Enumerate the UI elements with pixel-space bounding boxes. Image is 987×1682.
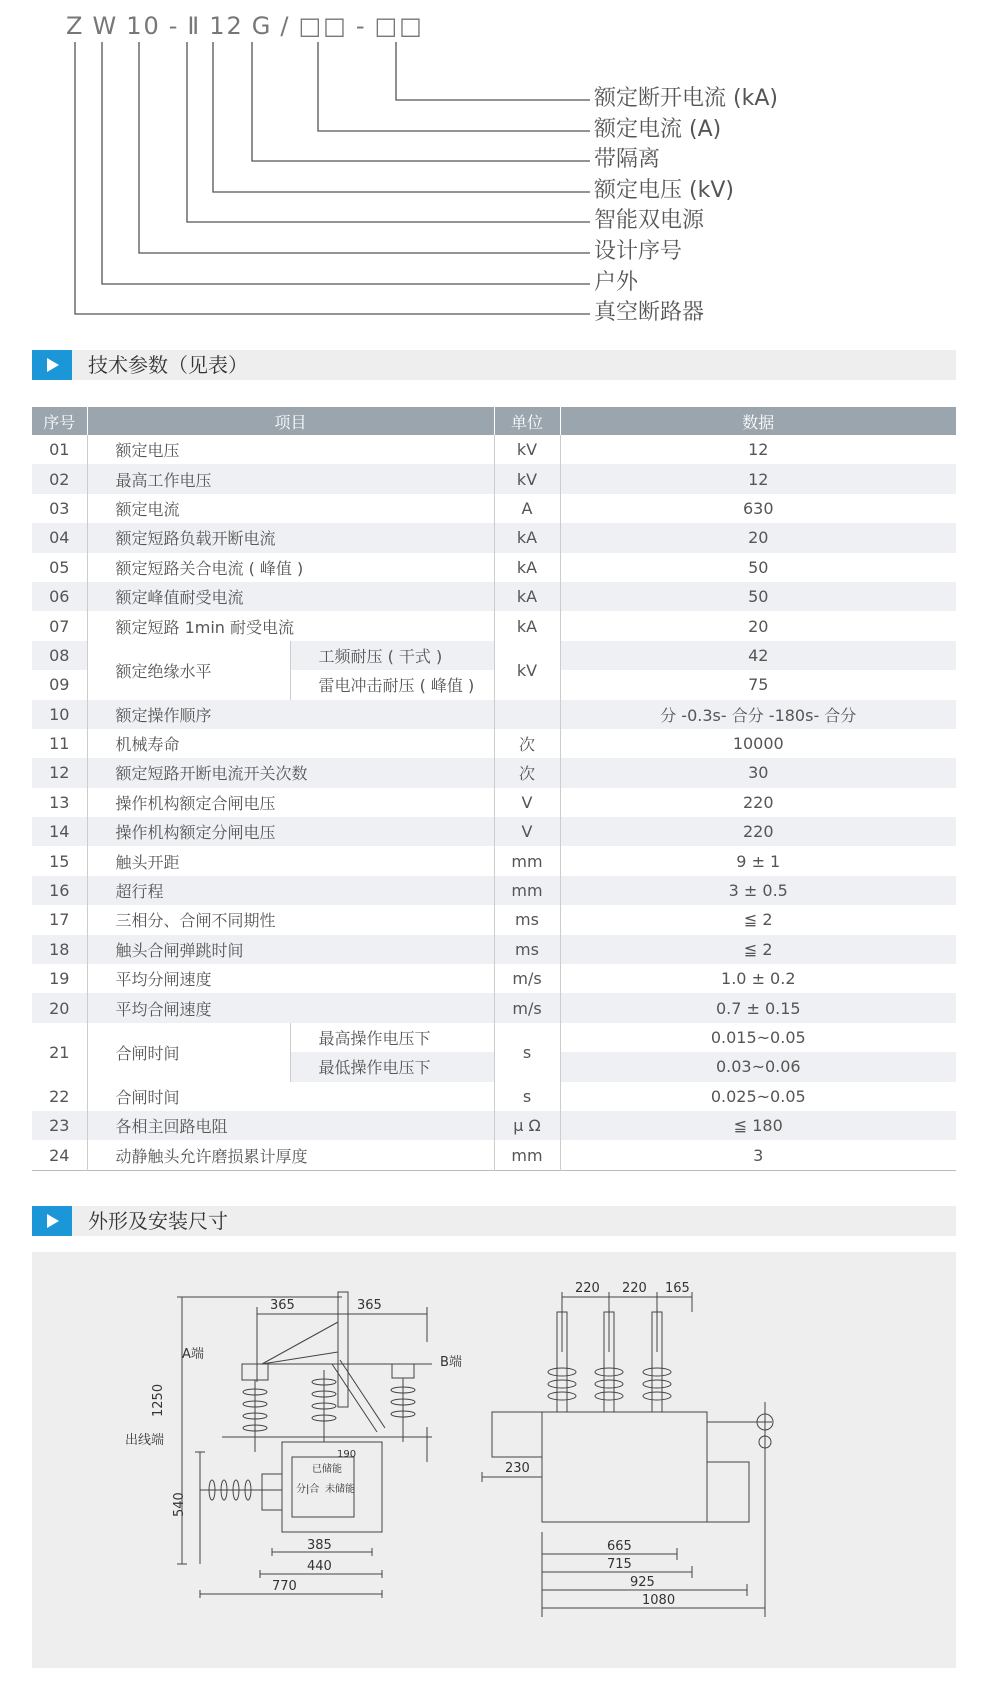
cell-unit: s — [494, 1023, 560, 1082]
cell-value: ≦ 2 — [560, 905, 956, 934]
cell-item: 动静触头允许磨损累计厚度 — [87, 1140, 494, 1170]
cell-no: 20 — [32, 993, 87, 1022]
table-row — [32, 758, 956, 787]
cell-value: 50 — [560, 553, 956, 582]
table-row — [32, 964, 956, 993]
cell-unit: V — [494, 817, 560, 846]
legend-outdoor: 户外 — [594, 270, 639, 295]
cell-item: 机械寿命 — [87, 729, 494, 758]
cell-no: 09 — [32, 670, 87, 699]
cell-unit — [494, 700, 560, 729]
legend-design-serial: 设计序号 — [594, 239, 683, 264]
dim-665: 665 — [607, 1539, 632, 1554]
label-b-terminal: B端 — [440, 1355, 462, 1370]
cell-no: 17 — [32, 905, 87, 934]
table-row — [32, 435, 956, 464]
cell-value: 30 — [560, 758, 956, 787]
table-row — [32, 1023, 956, 1052]
model-char: - — [168, 12, 180, 40]
model-char: G — [251, 12, 273, 40]
dim-540: 540 — [172, 1492, 187, 1517]
cell-item: 平均合闸速度 — [87, 993, 494, 1022]
dim-715: 715 — [607, 1557, 632, 1572]
header-no: 序号 — [32, 407, 87, 435]
cell-item: 触头合闸弹跳时间 — [87, 935, 494, 964]
cell-item: 额定短路开断电流开关次数 — [87, 758, 494, 787]
cell-no: 10 — [32, 700, 87, 729]
table-row — [32, 1082, 956, 1111]
cell-no: 11 — [32, 729, 87, 758]
cell-unit: mm — [494, 1140, 560, 1170]
cell-value: 0.015~0.05 — [560, 1023, 956, 1052]
cell-no: 22 — [32, 1082, 87, 1111]
cell-item: 超行程 — [87, 876, 494, 905]
cell-unit: μ Ω — [494, 1111, 560, 1140]
cell-item: 合闸时间 — [87, 1023, 290, 1082]
dim-230: 230 — [505, 1461, 530, 1476]
table-row — [32, 523, 956, 552]
cell-unit: kV — [494, 435, 560, 464]
model-char: Ⅱ — [187, 12, 202, 40]
cell-unit: mm — [494, 846, 560, 875]
cell-item: 最高工作电压 — [87, 464, 494, 493]
cell-value: ≦ 180 — [560, 1111, 956, 1140]
cell-value: 3 ± 0.5 — [560, 876, 956, 905]
legend-dual-power: 智能双电源 — [594, 208, 705, 233]
cell-unit: 次 — [494, 729, 560, 758]
cell-unit: A — [494, 494, 560, 523]
cell-value: 9 ± 1 — [560, 846, 956, 875]
cell-no: 23 — [32, 1111, 87, 1140]
dim-365-left: 365 — [270, 1298, 295, 1313]
dim-440: 440 — [307, 1559, 332, 1574]
cell-no: 21 — [32, 1023, 87, 1082]
cell-unit: s — [494, 1082, 560, 1111]
dim-385: 385 — [307, 1538, 332, 1553]
table-row — [32, 729, 956, 758]
cell-no: 07 — [32, 611, 87, 640]
cell-no: 18 — [32, 935, 87, 964]
spec-table — [32, 407, 956, 1171]
legend-vacuum-breaker: 真空断路器 — [594, 300, 705, 325]
cell-unit: 次 — [494, 758, 560, 787]
cell-item: 三相分、合闸不同期性 — [87, 905, 494, 934]
cell-item: 额定短路负载开断电流 — [87, 523, 494, 552]
legend-isolation: 带隔离 — [594, 147, 661, 172]
cell-no: 02 — [32, 464, 87, 493]
cell-value: 220 — [560, 788, 956, 817]
cell-value: 0.025~0.05 — [560, 1082, 956, 1111]
model-char: W — [92, 12, 119, 40]
label-not-stored: 未储能 — [325, 1484, 355, 1495]
model-char: 10 — [126, 12, 161, 40]
cell-no: 12 — [32, 758, 87, 787]
cell-value: 75 — [560, 670, 956, 699]
cell-unit: kA — [494, 582, 560, 611]
header-item: 项目 — [87, 407, 494, 435]
dimension-drawing-panel — [32, 1252, 956, 1668]
table-row — [32, 464, 956, 493]
cell-value: 630 — [560, 494, 956, 523]
label-stored: 已储能 — [312, 1464, 342, 1475]
cell-no: 14 — [32, 817, 87, 846]
dim-925: 925 — [630, 1575, 655, 1590]
cell-unit: kV — [494, 464, 560, 493]
cell-item: 额定峰值耐受电流 — [87, 582, 494, 611]
cell-value: ≦ 2 — [560, 935, 956, 964]
cell-value: 50 — [560, 582, 956, 611]
cell-no: 01 — [32, 435, 87, 464]
cell-item: 触头开距 — [87, 846, 494, 875]
cell-item: 平均分闸速度 — [87, 964, 494, 993]
cell-item: 合闸时间 — [87, 1082, 494, 1111]
table-row — [32, 1140, 956, 1170]
label-outlet-terminal: 出线端 — [125, 1433, 165, 1448]
play-arrow-icon — [32, 350, 72, 380]
section-title: 外形及安装尺寸 — [88, 1209, 228, 1233]
dim-1250: 1250 — [151, 1383, 166, 1417]
cell-no: 08 — [32, 641, 87, 670]
legend-rated-breaking-current: 额定断开电流 (kA) — [594, 86, 778, 111]
cell-value: 12 — [560, 464, 956, 493]
cell-value: 1.0 ± 0.2 — [560, 964, 956, 993]
dimension-drawings — [32, 1252, 956, 1668]
model-char: - — [355, 12, 367, 40]
cell-unit: mm — [494, 876, 560, 905]
cell-no: 04 — [32, 523, 87, 552]
cell-item: 额定电流 — [87, 494, 494, 523]
dim-165: 165 — [665, 1281, 690, 1296]
table-row — [32, 993, 956, 1022]
label-open-close: 分|合 — [296, 1484, 320, 1495]
cell-value: 20 — [560, 523, 956, 552]
cell-subitem: 最高操作电压下 — [290, 1023, 494, 1052]
cell-value: 0.03~0.06 — [560, 1052, 956, 1081]
cell-value: 10000 — [560, 729, 956, 758]
table-row — [32, 876, 956, 905]
cell-item: 操作机构额定分闸电压 — [87, 817, 494, 846]
table-row — [32, 700, 956, 729]
cell-value: 220 — [560, 817, 956, 846]
cell-no: 16 — [32, 876, 87, 905]
dim-365-right: 365 — [357, 1298, 382, 1313]
dim-770: 770 — [272, 1579, 297, 1594]
cell-item: 操作机构额定合闸电压 — [87, 788, 494, 817]
table-row — [32, 611, 956, 640]
cell-no: 03 — [32, 494, 87, 523]
cell-value: 20 — [560, 611, 956, 640]
cell-unit: m/s — [494, 964, 560, 993]
table-row — [32, 641, 956, 670]
header-value: 数据 — [560, 407, 956, 435]
model-char: Z — [66, 12, 85, 40]
section-header-dimensions — [32, 1206, 956, 1236]
play-arrow-icon — [32, 1206, 72, 1236]
label-a-terminal: A端 — [182, 1347, 204, 1362]
cell-unit: kA — [494, 611, 560, 640]
cell-value: 分 -0.3s- 合分 -180s- 合分 — [560, 700, 956, 729]
model-char: □□ — [298, 12, 348, 40]
cell-value: 0.7 ± 0.15 — [560, 993, 956, 1022]
cell-item: 额定操作顺序 — [87, 700, 494, 729]
cell-no: 15 — [32, 846, 87, 875]
table-row — [32, 817, 956, 846]
dim-220-a: 220 — [575, 1281, 600, 1296]
cell-value: 3 — [560, 1140, 956, 1170]
legend-rated-voltage: 额定电压 (kV) — [594, 178, 734, 203]
table-row — [32, 582, 956, 611]
cell-unit: ms — [494, 905, 560, 934]
dim-1080: 1080 — [642, 1593, 676, 1608]
table-row — [32, 935, 956, 964]
cell-item: 额定电压 — [87, 435, 494, 464]
dim-190: 190 — [337, 1449, 357, 1460]
model-char: / — [280, 12, 291, 40]
table-row — [32, 905, 956, 934]
cell-no: 13 — [32, 788, 87, 817]
model-legend-lines — [0, 0, 987, 340]
cell-no: 06 — [32, 582, 87, 611]
table-row — [32, 846, 956, 875]
cell-unit: ms — [494, 935, 560, 964]
cell-unit: kV — [494, 641, 560, 700]
cell-no: 24 — [32, 1140, 87, 1170]
header-unit: 单位 — [494, 407, 560, 435]
cell-item: 额定短路关合电流 ( 峰值 ) — [87, 553, 494, 582]
model-char: 12 — [209, 12, 244, 40]
cell-unit: m/s — [494, 993, 560, 1022]
cell-unit: V — [494, 788, 560, 817]
cell-value: 12 — [560, 435, 956, 464]
table-row — [32, 494, 956, 523]
model-char: □□ — [374, 12, 424, 40]
cell-item: 各相主回路电阻 — [87, 1111, 494, 1140]
cell-item: 额定短路 1min 耐受电流 — [87, 611, 494, 640]
legend-rated-current: 额定电流 (A) — [594, 117, 722, 142]
section-title: 技术参数（见表） — [88, 353, 248, 377]
cell-subitem: 雷电冲击耐压 ( 峰值 ) — [290, 670, 494, 699]
cell-subitem: 工频耐压 ( 干式 ) — [290, 641, 494, 670]
cell-unit: kA — [494, 523, 560, 552]
table-header-row — [32, 407, 956, 435]
table-row — [32, 788, 956, 817]
cell-no: 05 — [32, 553, 87, 582]
table-row — [32, 1111, 956, 1140]
cell-subitem: 最低操作电压下 — [290, 1052, 494, 1081]
section-header-specs — [32, 350, 956, 380]
table-row — [32, 553, 956, 582]
cell-item: 额定绝缘水平 — [87, 641, 290, 700]
dim-220-b: 220 — [622, 1281, 647, 1296]
cell-value: 42 — [560, 641, 956, 670]
cell-no: 19 — [32, 964, 87, 993]
cell-unit: kA — [494, 553, 560, 582]
